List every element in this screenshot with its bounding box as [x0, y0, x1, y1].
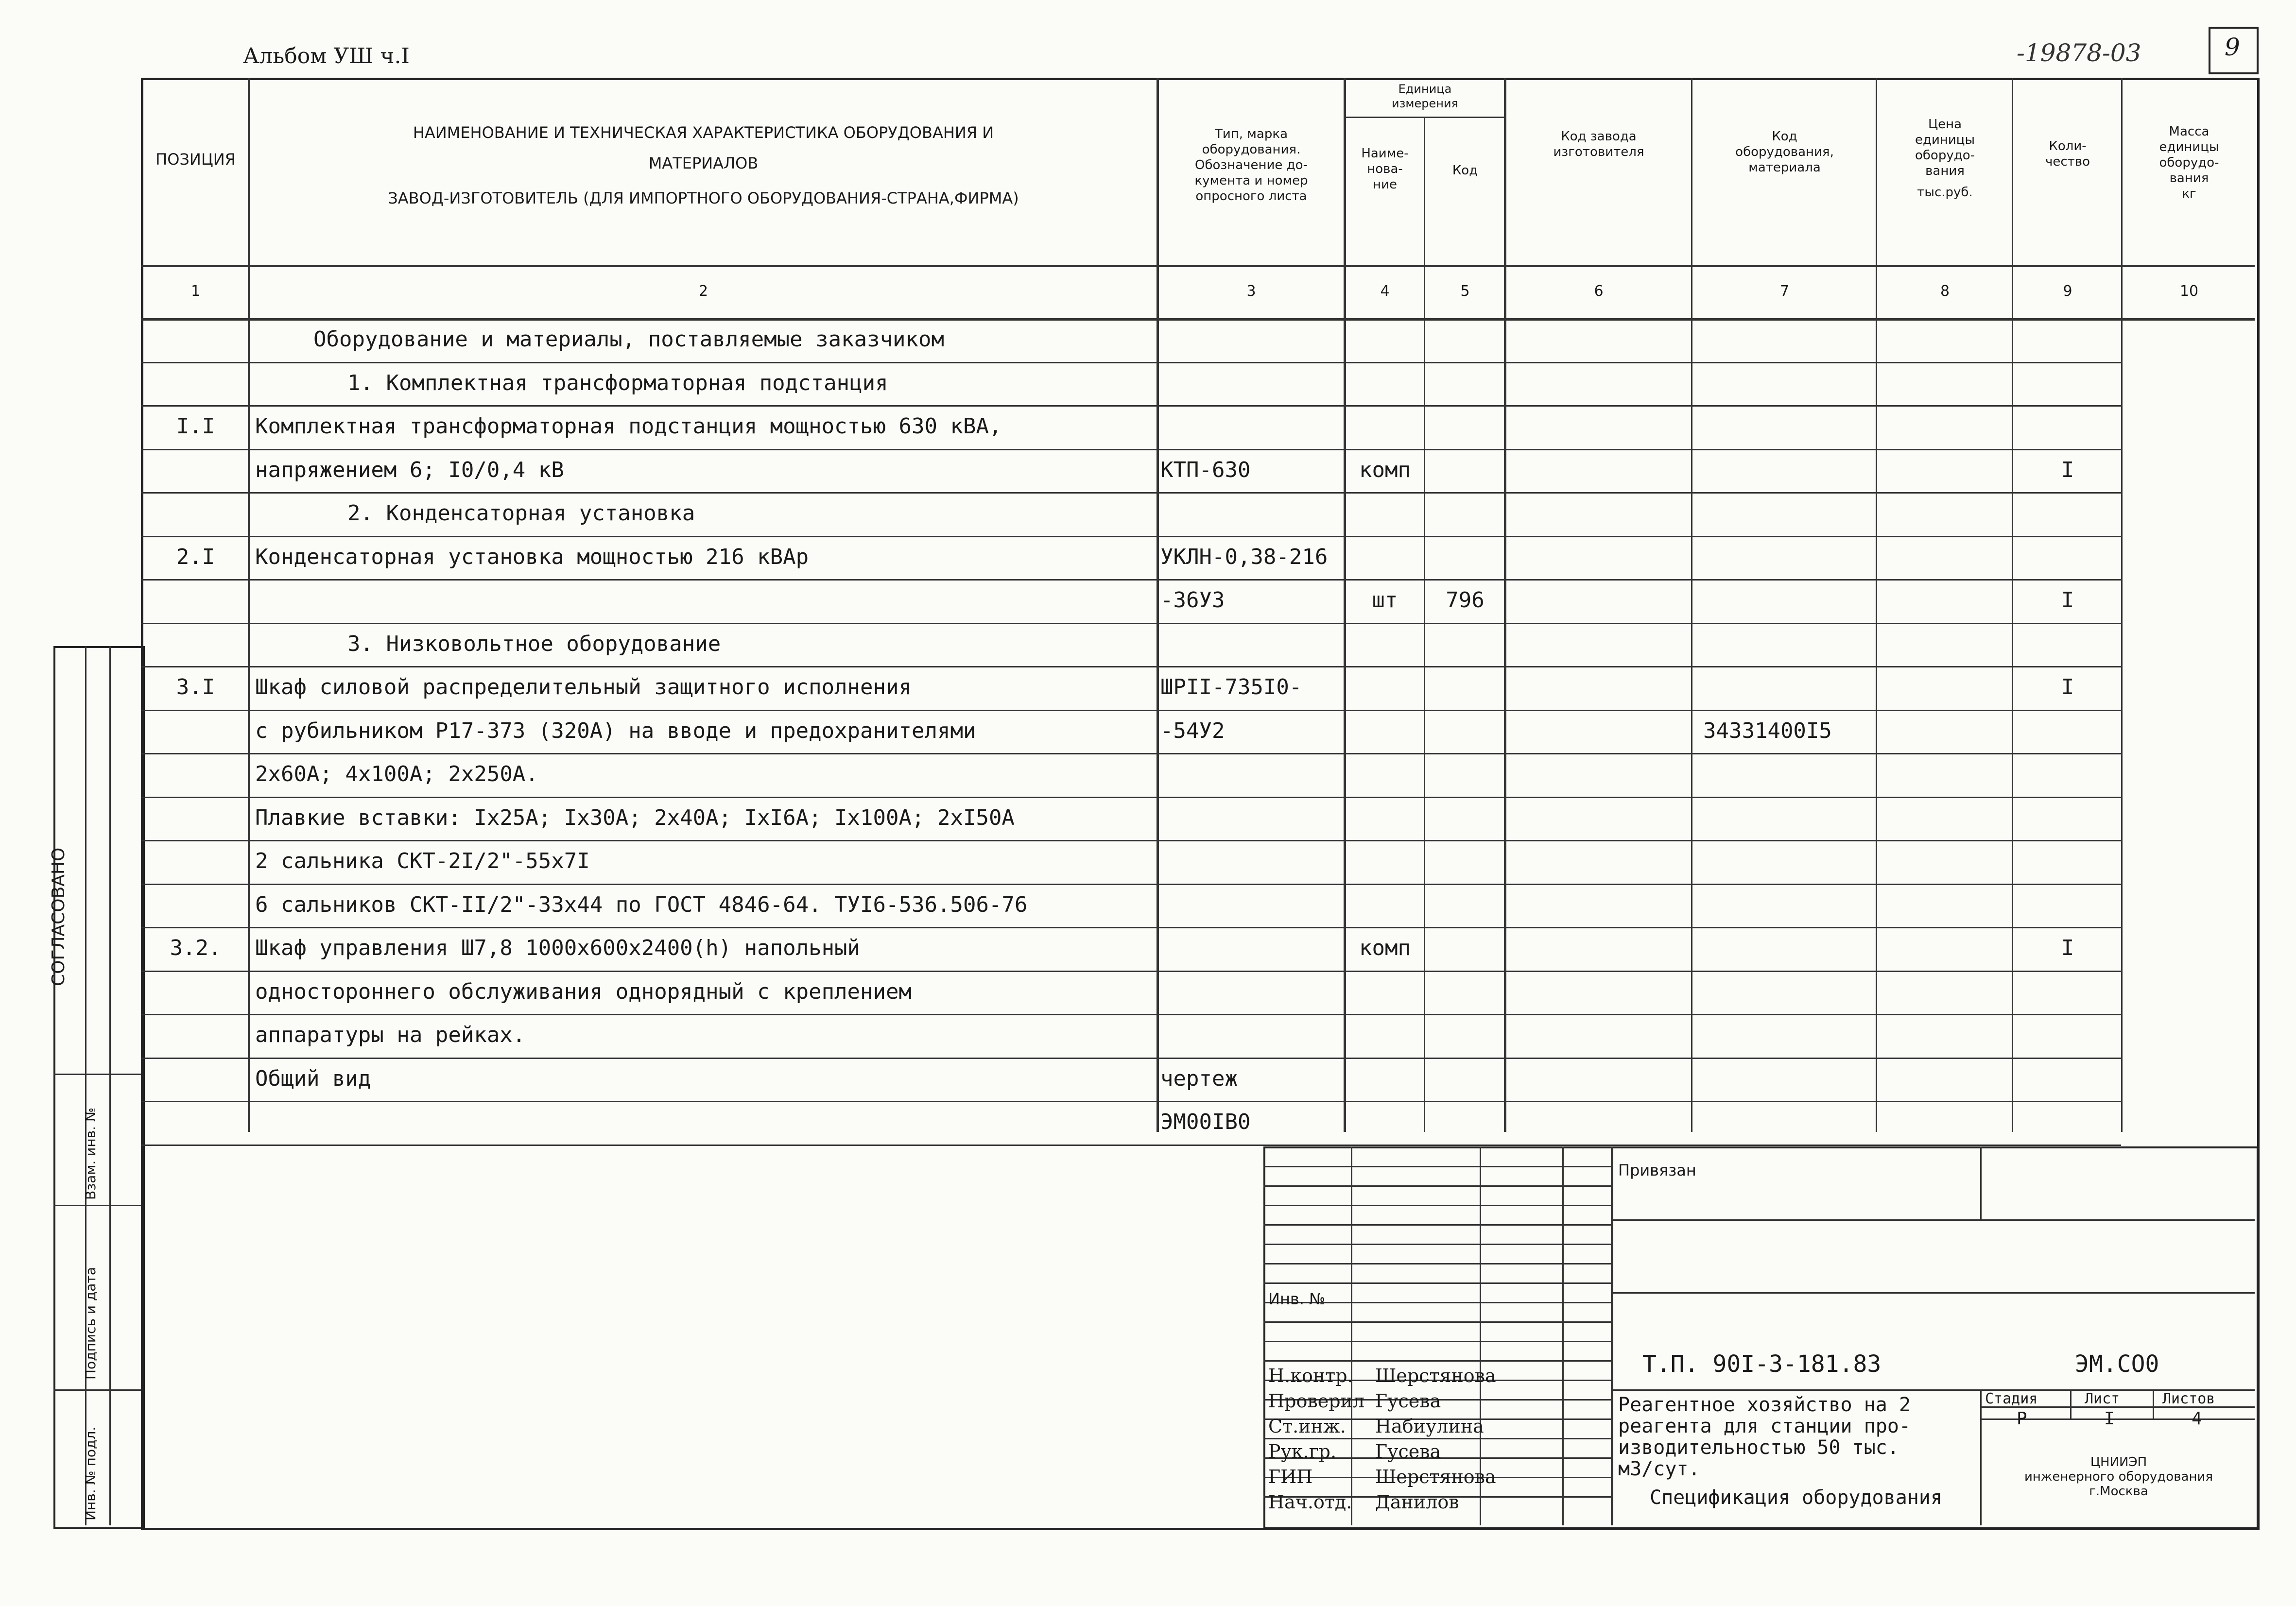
header-mfr-code: Код завода изготовителя — [1553, 129, 1644, 159]
col-number-4: 4 — [1380, 283, 1390, 300]
signature-role: Нач.отд. — [1268, 1491, 1352, 1513]
name-cell: 6 сальников СКТ-II/2"-33х44 по ГОСТ 4846-64. ТУI6-536.506-76 — [255, 892, 1028, 917]
header-equipment-code: Код оборудования, материала — [1735, 129, 1834, 175]
unit-code-cell: 796 — [1446, 588, 1485, 613]
header-name-line3: ЗАВОД-ИЗГОТОВИТЕЛЬ (ДЛЯ ИМПОРТНОГО ОБОРУДОВАНИЯ-СТРАНА,ФИРМА) — [388, 189, 1019, 207]
sheets-label: Листов — [2162, 1390, 2215, 1407]
col-number-6: 6 — [1594, 283, 1604, 300]
col-number-5: 5 — [1460, 283, 1470, 300]
signature-role: Рук.гр. — [1268, 1441, 1337, 1462]
name-cell: Шкаф силовой распределительный защитного исполнения — [255, 675, 912, 700]
name-cell: Комплектная трансформаторная подстанция мощностью 630 кВА, — [255, 414, 1002, 439]
name-cell: 3. Низковольтное оборудование — [347, 631, 721, 656]
col-number-7: 7 — [1779, 283, 1790, 300]
name-cell: 1. Комплектная трансформаторная подстанция — [347, 370, 888, 395]
document-number: -19878-03 — [2017, 39, 2141, 67]
sign-date-label: Подпись и дата — [83, 1267, 99, 1380]
header-quantity: Коли- чество — [2045, 139, 2090, 169]
signature-role: Проверил — [1268, 1390, 1365, 1412]
name-cell: Конденсаторная установка мощностью 216 кВАр — [255, 544, 809, 569]
name-cell: одностороннего обслуживания однорядный с креплением — [255, 979, 912, 1004]
description: Реагентное хозяйство на 2 реагента для станции про- изводительностью 50 тыс. м3/сут. — [1618, 1394, 1911, 1480]
signature-name: Шерстянова — [1375, 1466, 1496, 1487]
quantity-cell: I — [2061, 936, 2074, 960]
sheet-value: I — [2104, 1409, 2115, 1429]
col-number-1: 1 — [190, 283, 201, 300]
project-code: Т.П. 90I-3-181.83 — [1642, 1350, 1882, 1378]
quantity-cell: I — [2061, 457, 2074, 482]
name-cell: Оборудование и материалы, поставляемые заказчиком — [313, 327, 945, 352]
sheet-code: ЭМ.СО0 — [2075, 1350, 2159, 1378]
position-cell: 3.2. — [170, 936, 222, 960]
signature-name: Шерстянова — [1375, 1365, 1496, 1386]
name-cell: 2. Конденсаторная установка — [347, 501, 695, 526]
type-cell: ЭМ00IВ0 — [1160, 1110, 1251, 1134]
header-price: Цена единицы оборудо- вания тыс.руб. — [1915, 117, 1975, 200]
bound-label: Привязан — [1618, 1161, 1696, 1179]
type-cell: -54У2 — [1160, 718, 1225, 743]
unit-cell: комп — [1359, 457, 1411, 482]
quantity-cell: I — [2061, 675, 2074, 700]
unit-cell: комп — [1359, 936, 1411, 960]
name-cell: напряжением 6; I0/0,4 кВ — [255, 457, 564, 482]
quantity-cell: I — [2061, 588, 2074, 613]
col-number-3: 3 — [1246, 283, 1256, 300]
stage-label: Стадия — [1985, 1390, 2038, 1407]
header-unit-name: Наиме- нова- ние — [1361, 146, 1409, 192]
type-cell: ШРII-735I0- — [1160, 675, 1302, 700]
header-position: ПОЗИЦИЯ — [155, 150, 236, 169]
signature-role: ГИП — [1268, 1466, 1313, 1487]
sheet-label: Лист — [2085, 1390, 2120, 1407]
name-cell: Плавкие вставки: Iх25А; Iх30А; 2х40А; IхI6А; Iх100А; 2хI50А — [255, 805, 1015, 830]
album-label: Альбом УШ ч.I — [243, 44, 410, 68]
original-inventory-label: Инв. № подл. — [83, 1426, 99, 1521]
sheets-value: 4 — [2192, 1409, 2202, 1429]
ref-inventory-label: Взам. инв. № — [83, 1107, 99, 1200]
signature-role: Ст.инж. — [1268, 1416, 1346, 1437]
equipment-code-cell: 34331400I5 — [1703, 718, 1832, 743]
position-cell: 2.I — [176, 544, 215, 569]
header-name-line2: МАТЕРИАЛОВ — [648, 154, 759, 172]
signature-name: Данилов — [1375, 1491, 1459, 1513]
type-cell: УКЛН-0,38-216 — [1160, 544, 1328, 569]
header-mass: Масса единицы оборудо- вания кг — [2159, 124, 2219, 201]
stage-value: Р — [2017, 1409, 2027, 1429]
type-cell: КТП-630 — [1160, 457, 1251, 482]
document-title: Спецификация оборудования — [1650, 1486, 1943, 1509]
header-unit-code: Код — [1452, 163, 1478, 178]
header-name-line1: НАИМЕНОВАНИЕ И ТЕХНИЧЕСКАЯ ХАРАКТЕРИСТИКА ОБОРУДОВАНИЯ И — [413, 123, 994, 142]
organization: ЦНИИЭП инженерного оборудования г.Москва — [2024, 1455, 2213, 1499]
name-cell: 2 сальника СКТ-2I/2"-55х7I — [255, 849, 590, 873]
header-unit-group: Единица измерения — [1392, 82, 1458, 110]
col-number-10: 10 — [2179, 283, 2199, 300]
name-cell: Шкаф управления Ш7,8 1000х600х2400(h) напольный — [255, 936, 861, 960]
col-number-2: 2 — [698, 283, 708, 300]
col-number-8: 8 — [1940, 283, 1950, 300]
name-cell: с рубильником Р17-373 (320А) на вводе и предохранителями — [255, 718, 976, 743]
signature-name: Набиулина — [1375, 1416, 1484, 1437]
name-cell: Общий вид — [255, 1066, 371, 1091]
agreed-label: СОГЛАСОВАНО — [49, 847, 69, 986]
position-cell: I.I — [176, 414, 215, 439]
type-cell: чертеж — [1160, 1066, 1238, 1091]
name-cell: 2х60А; 4х100А; 2х250А. — [255, 762, 538, 786]
side-margin-frame — [53, 646, 145, 1529]
signature-role: Н.контр. — [1268, 1365, 1353, 1386]
col-number-9: 9 — [2063, 283, 2072, 300]
unit-cell: шт — [1372, 588, 1398, 613]
position-cell: 3.I — [176, 675, 215, 700]
sheet-number: 9 — [2225, 33, 2240, 61]
inventory-label: Инв. № — [1268, 1290, 1326, 1308]
signature-name: Гусева — [1375, 1390, 1441, 1412]
name-cell: аппаратуры на рейках. — [255, 1023, 526, 1047]
header-type: Тип, марка оборудования. Обозначение до- кумента и номер опросного листа — [1194, 127, 1308, 204]
type-cell: -36У3 — [1160, 588, 1225, 613]
signature-name: Гусева — [1375, 1441, 1441, 1462]
